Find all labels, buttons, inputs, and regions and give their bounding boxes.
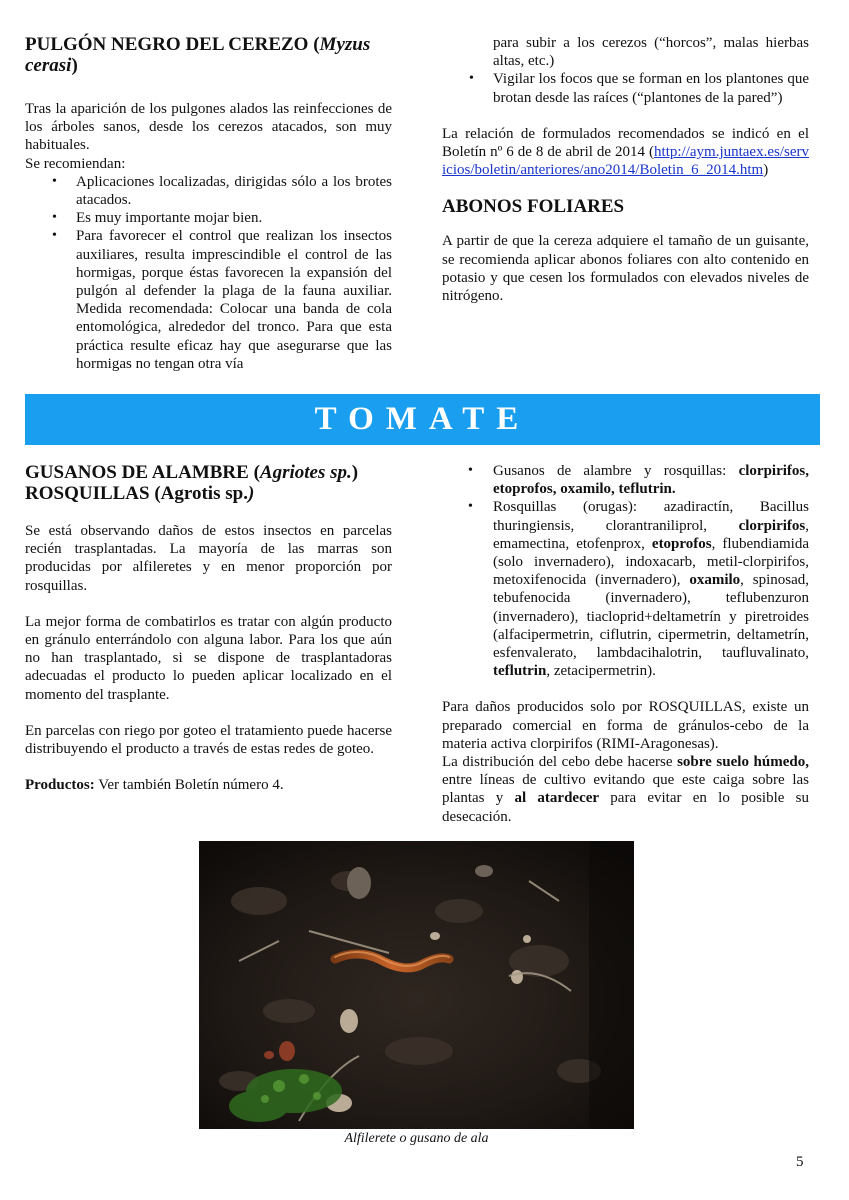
soil-worm-image	[199, 841, 634, 1129]
tomate-banner	[25, 394, 820, 445]
list-item: • Gusanos de alambre y rosquillas: clorpirifos, etoprofos, oxamilo, teflutrin.	[468, 463, 809, 498]
wireworm-photo	[199, 841, 634, 1129]
bullet-continuation: para subir a los cerezos (“horcos”, malas hierbas altas, etc.)	[493, 35, 809, 70]
banner-title: TOMATE	[314, 401, 531, 438]
gusanos-p3: En parcelas con riego por goteo el tratamiento puede hacerse distribuyendo el producto a través de estas redes de goteo.	[25, 722, 392, 758]
bullet-icon: •	[52, 210, 57, 226]
page-number: 5	[796, 1154, 804, 1170]
pulgon-intro: Tras la aparición de los pulgones alados las reinfecciones de los árboles sanos, desde los cerezos atacados, son muy habituales.	[25, 101, 392, 154]
gusanos-section	[25, 462, 392, 794]
gusanos-p1: Se está observando daños de estos insectos en parcelas recién trasplantadas. La mayoría de las marras son producidas por alfileretes y en menor proporción por rosquillas.	[25, 523, 392, 594]
bullet-icon: •	[469, 71, 474, 87]
gusanos-heading: GUSANOS DE ALAMBRE (Agriotes sp.)	[25, 462, 359, 483]
abonos-heading: ABONOS FOLIARES	[442, 196, 625, 218]
abonos-paragraph: A partir de que la cereza adquiere el tamaño de un guisante, se recomienda aplicar abonos foliares con alto contenido en potasio y que cesen los formulados con elevados niveles de nitrógeno.	[442, 233, 809, 305]
productos-line: Productos: Ver también Boletín número 4.	[25, 777, 284, 794]
pulgon-section	[25, 34, 392, 373]
pulgon-bullet-list	[25, 173, 392, 373]
rosquillas-paragraph-1: Para daños producidos solo por ROSQUILLAS, existe un preparado comercial en forma de gránulos-cebo de la materia activa clorpirifos (RIMI-Aragonesas).	[442, 699, 809, 752]
list-item: • Aplicaciones localizadas, dirigidas sólo a los brotes atacados.	[52, 173, 392, 209]
pulgon-heading: PULGÓN NEGRO DEL CEREZO (Myzus cerasi)	[25, 34, 371, 76]
bullet-icon: •	[52, 228, 57, 244]
list-item: • Es muy importante mojar bien.	[52, 210, 263, 227]
products-section	[442, 462, 809, 826]
pulgon-continuation	[442, 34, 809, 305]
pulgon-bullet-list-cont	[442, 70, 809, 106]
list-item: • Rosquillas (orugas): azadiractín, Bacillus thuringiensis, clorantraniliprol, clorpirifos, emamectina, etofenprox, etoprofos, flubendiamida (solo invernadero), indoxacarb, metil-clorpirifos, metoxifenocida (invernadero), oxamilo, spinosad, tebufenocida (invernadero), teflubenzuron (invernadero), tiacloprid+deltametrín y piretroides (alfacipermetrin, ciflutrin, cipermetrin, deltametrín, esfenvalerato, lambdacihalotrin, taufluvalinato, teflutrin, zetacipermetrin).	[468, 499, 809, 680]
list-item: • Para favorecer el control que realizan los insectos auxiliares, resulta imprescindible el control de las hormigas, porque éstas favorecen la expansión del pulgón al defender la plaga de la fauna auxiliar. Medida recomendada: Colocar una banda de cola entomológica, alrededor del tronco. Para que esta práctica resulte eficaz hay que asegurarse que las hormigas no tengan otra vía	[52, 228, 392, 372]
gusanos-p2: La mejor forma de combatirlos es tratar con algún producto en gránulo enterrándolo con alguna labor. Para los que aún no han trasplantado, si se dispone de trasplantadoras adecuadas el producto lo pueden aplicar localizado en el momento del trasplante.	[25, 613, 392, 703]
rosquillas-heading: ROSQUILLAS (Agrotis sp.)	[25, 483, 255, 504]
pulgon-recommend: Se recomiendan:	[25, 155, 126, 172]
photo-caption: Alfilerete o gusano de ala	[344, 1131, 489, 1146]
products-list	[442, 462, 809, 680]
list-item: • Vigilar los focos que se forman en los plantones que brotan desde las raíces (“plantones de la pared”)	[469, 71, 809, 106]
formulados-paragraph: La relación de formulados recomendados se indicó en el Boletín nº 6 de 8 de abril de 2014 (http://aym.juntaex.es/servicios/boletin/anteriores/ano2014/Boletin_6_2014.htm)	[442, 125, 809, 179]
boletin-link[interactable]: http://aym.juntaex.es/servicios/boletin/anteriores/ano2014/Boletin_6_2014.htm	[442, 144, 809, 179]
bullet-icon: •	[468, 499, 473, 515]
bullet-icon: •	[52, 173, 57, 189]
rosquillas-paragraph-2: La distribución del cebo debe hacerse sobre suelo húmedo, entre líneas de cultivo evitando que este caiga sobre las plantas y al atardecer para evitar en lo posible su desecación.	[442, 754, 809, 825]
bullet-icon: •	[468, 463, 473, 478]
